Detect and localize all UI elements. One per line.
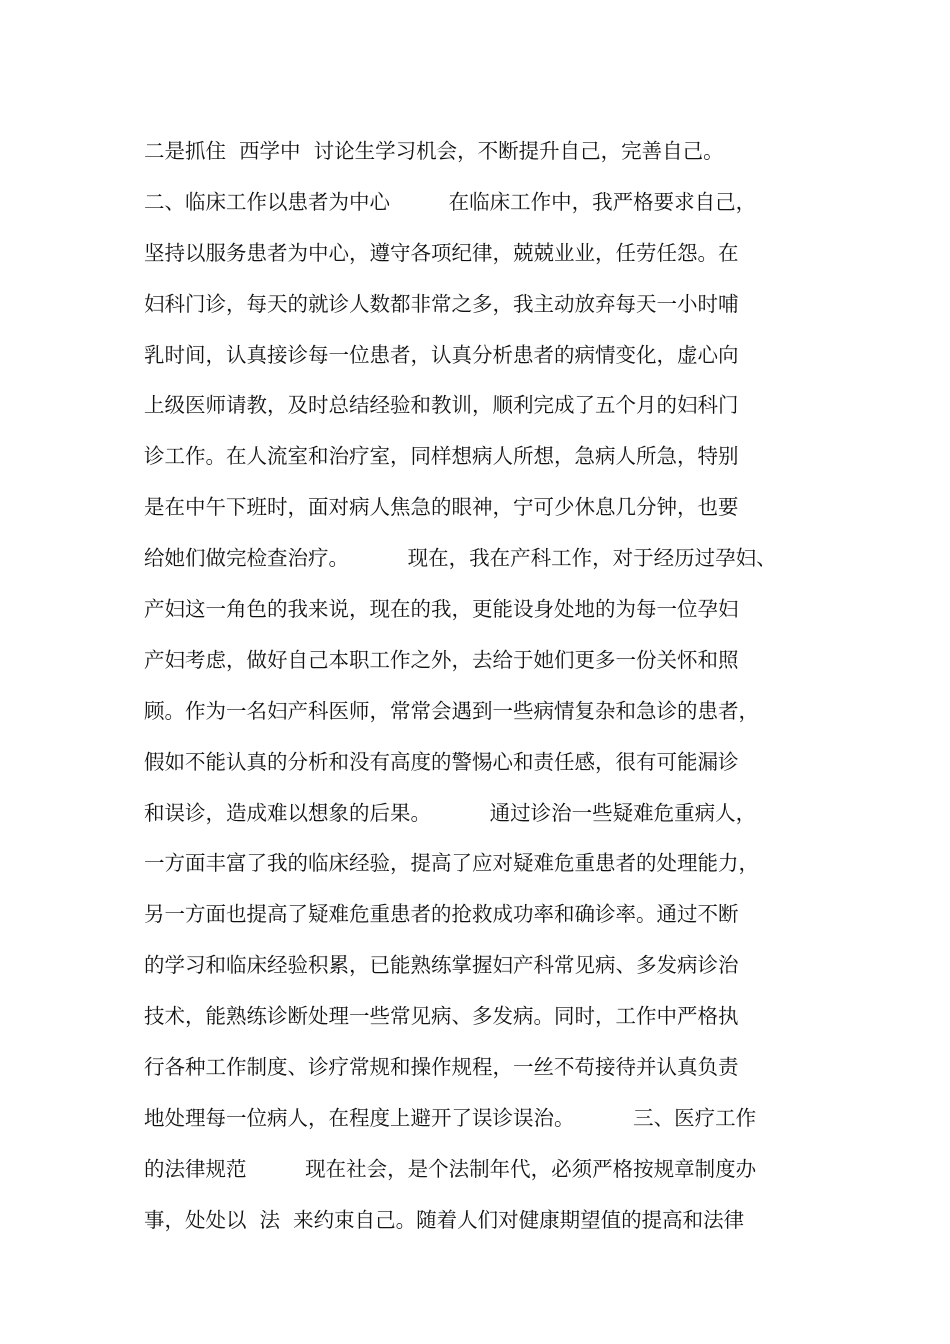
text-line: 假如不能认真的分析和没有高度的警惕心和责任感，很有可能漏诊 [144, 749, 739, 774]
text-line: 上级医师请教，及时总结经验和教训，顺利完成了五个月的妇科门 [144, 393, 739, 418]
text-line: 乳时间，认真接诊每一位患者，认真分析患者的病情变化，虚心向 [144, 342, 739, 367]
text-line: 一方面丰富了我的临床经验，提高了应对疑难危重患者的处理能力， [144, 851, 759, 876]
text-line: 产妇考虑，做好自己本职工作之外，去给于她们更多一份关怀和照 [144, 647, 739, 672]
text-line: 产妇这一角色的我来说，现在的我，更能设身处地的为每一位孕妇 [144, 597, 739, 622]
text-line: 诊工作。在人流室和治疗室，同样想病人所想，急病人所急，特别 [144, 444, 739, 469]
text-line: 坚持以服务患者为中心，遵守各项纪律，兢兢业业，任劳任怨。在 [144, 240, 739, 265]
text-line: 给她们做完检查治疗。 现在，我在产科工作，对于经历过孕妇、 [144, 546, 777, 571]
text-line: 是在中午下班时，面对病人焦急的眼神，宁可少休息几分钟，也要 [144, 495, 739, 520]
text-line: 顾。作为一名妇产科医师，常常会遇到一些病情复杂和急诊的患者， [144, 698, 759, 723]
text-line: 事，处处以 法 来约束自己。随着人们对健康期望值的提高和法律 [144, 1207, 745, 1232]
text-line: 另一方面也提高了疑难危重患者的抢救成功率和确诊率。通过不断 [144, 902, 739, 927]
text-line: 和误诊，造成难以想象的后果。 通过诊治一些疑难危重病人， [144, 800, 757, 825]
text-line: 二是抓住 西学中 讨论生学习机会，不断提升自己，完善自己。 [144, 139, 724, 163]
text-line: 的法律规范 现在社会，是个法制年代，必须严格按规章制度办 [144, 1156, 757, 1181]
text-line: 二、临床工作以患者为中心 在临床工作中，我严格要求自己， [144, 189, 757, 214]
text-line: 行各种工作制度、诊疗常规和操作规程，一丝不苟接待并认真负责 [144, 1055, 739, 1080]
text-line: 技术，能熟练诊断处理一些常见病、多发病。同时，工作中严格执 [144, 1004, 739, 1029]
text-line: 妇科门诊，每天的就诊人数都非常之多，我主动放弃每天一小时哺 [144, 291, 739, 316]
text-line: 的学习和临床经验积累，已能熟练掌握妇产科常见病、多发病诊治 [144, 953, 739, 978]
text-line: 地处理每一位病人，在程度上避开了误诊误治。 三、医疗工作 [144, 1105, 757, 1130]
body-text [144, 126, 824, 1246]
